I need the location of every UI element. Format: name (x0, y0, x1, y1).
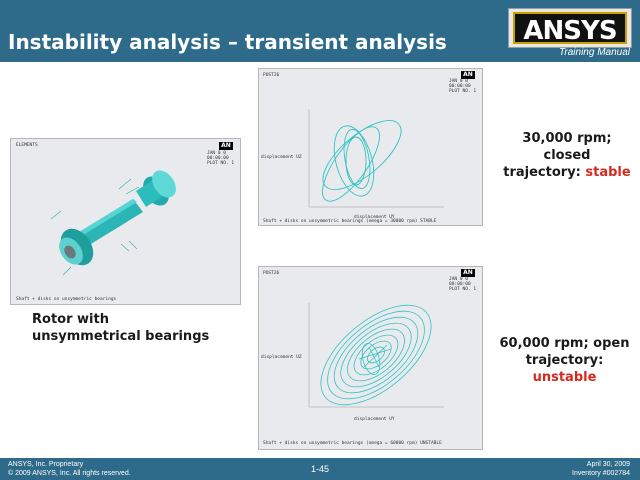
date-text: April 30, 2009 (586, 461, 630, 468)
plot-footer-text: Shaft + disks on unsymmetric bearings (omega = 60000 rpm) UNSTABLE (263, 441, 442, 446)
inventory-text: Inventory #002784 (572, 470, 630, 477)
proprietary-text: ANSYS, Inc. Proprietary (8, 461, 84, 468)
panel-footer-text: Shaft + disks on unsymmetric bearings (16, 297, 117, 302)
rotor-drawing (11, 149, 240, 299)
x-axis-label: displacement UY (354, 215, 395, 220)
ansys-mini-logo: AN (461, 71, 475, 79)
slide-title: Instability analysis – transient analysis (8, 30, 447, 54)
header-bar (0, 0, 640, 62)
stable-caption-prefix: trajectory: (503, 165, 586, 180)
unstable-caption-line1: 60,000 rpm; open (499, 336, 630, 351)
page-number: 1-45 (310, 464, 329, 474)
x-axis-label: displacement UY (354, 417, 395, 422)
stable-caption (497, 130, 637, 181)
footer-left (8, 460, 131, 478)
logo-text: ANSYS (523, 16, 617, 46)
ansys-mini-logo: AN (461, 269, 475, 277)
training-manual-label: Training Manual (559, 47, 630, 58)
ansys-logo (508, 8, 632, 48)
unstable-status: unstable (532, 370, 597, 385)
footer-bar (0, 458, 640, 480)
panel-label: ELEMENTS (16, 143, 38, 148)
stable-status: stable (585, 165, 631, 180)
copyright-text: © 2009 ANSYS, Inc. All rights reserved. (8, 470, 131, 477)
y-axis-label: displacement UZ (261, 355, 302, 360)
y-axis-label: displacement UZ (261, 155, 302, 160)
orbit-trajectory (259, 69, 482, 219)
unstable-orbit-plot (258, 266, 483, 450)
stable-orbit-plot (258, 68, 483, 226)
plot-label: POST26 (263, 73, 280, 78)
unstable-caption-prefix: trajectory: (525, 353, 604, 368)
plot-info: JAN 0 0 00:00:00 PLOT NO. 1 (449, 79, 477, 94)
rotor-caption: Rotor with unsymmetrical bearings (32, 312, 210, 344)
plot-label: POST26 (263, 271, 280, 276)
panel-info: JAN 0 0 00:00:00 PLOT NO. 1 (207, 151, 235, 166)
stable-caption-line1: 30,000 rpm; closed (522, 131, 612, 163)
unstable-caption (492, 335, 637, 386)
footer-right (572, 460, 630, 478)
plot-info: JAN 0 0 00:00:00 PLOT NO. 1 (449, 277, 477, 292)
ansys-mini-logo: AN (219, 142, 233, 150)
rotor-model-panel (10, 138, 241, 305)
plot-footer-text: Shaft + disks on unsymmetric bearings (omega = 30000 rpm) STABLE (263, 219, 437, 224)
